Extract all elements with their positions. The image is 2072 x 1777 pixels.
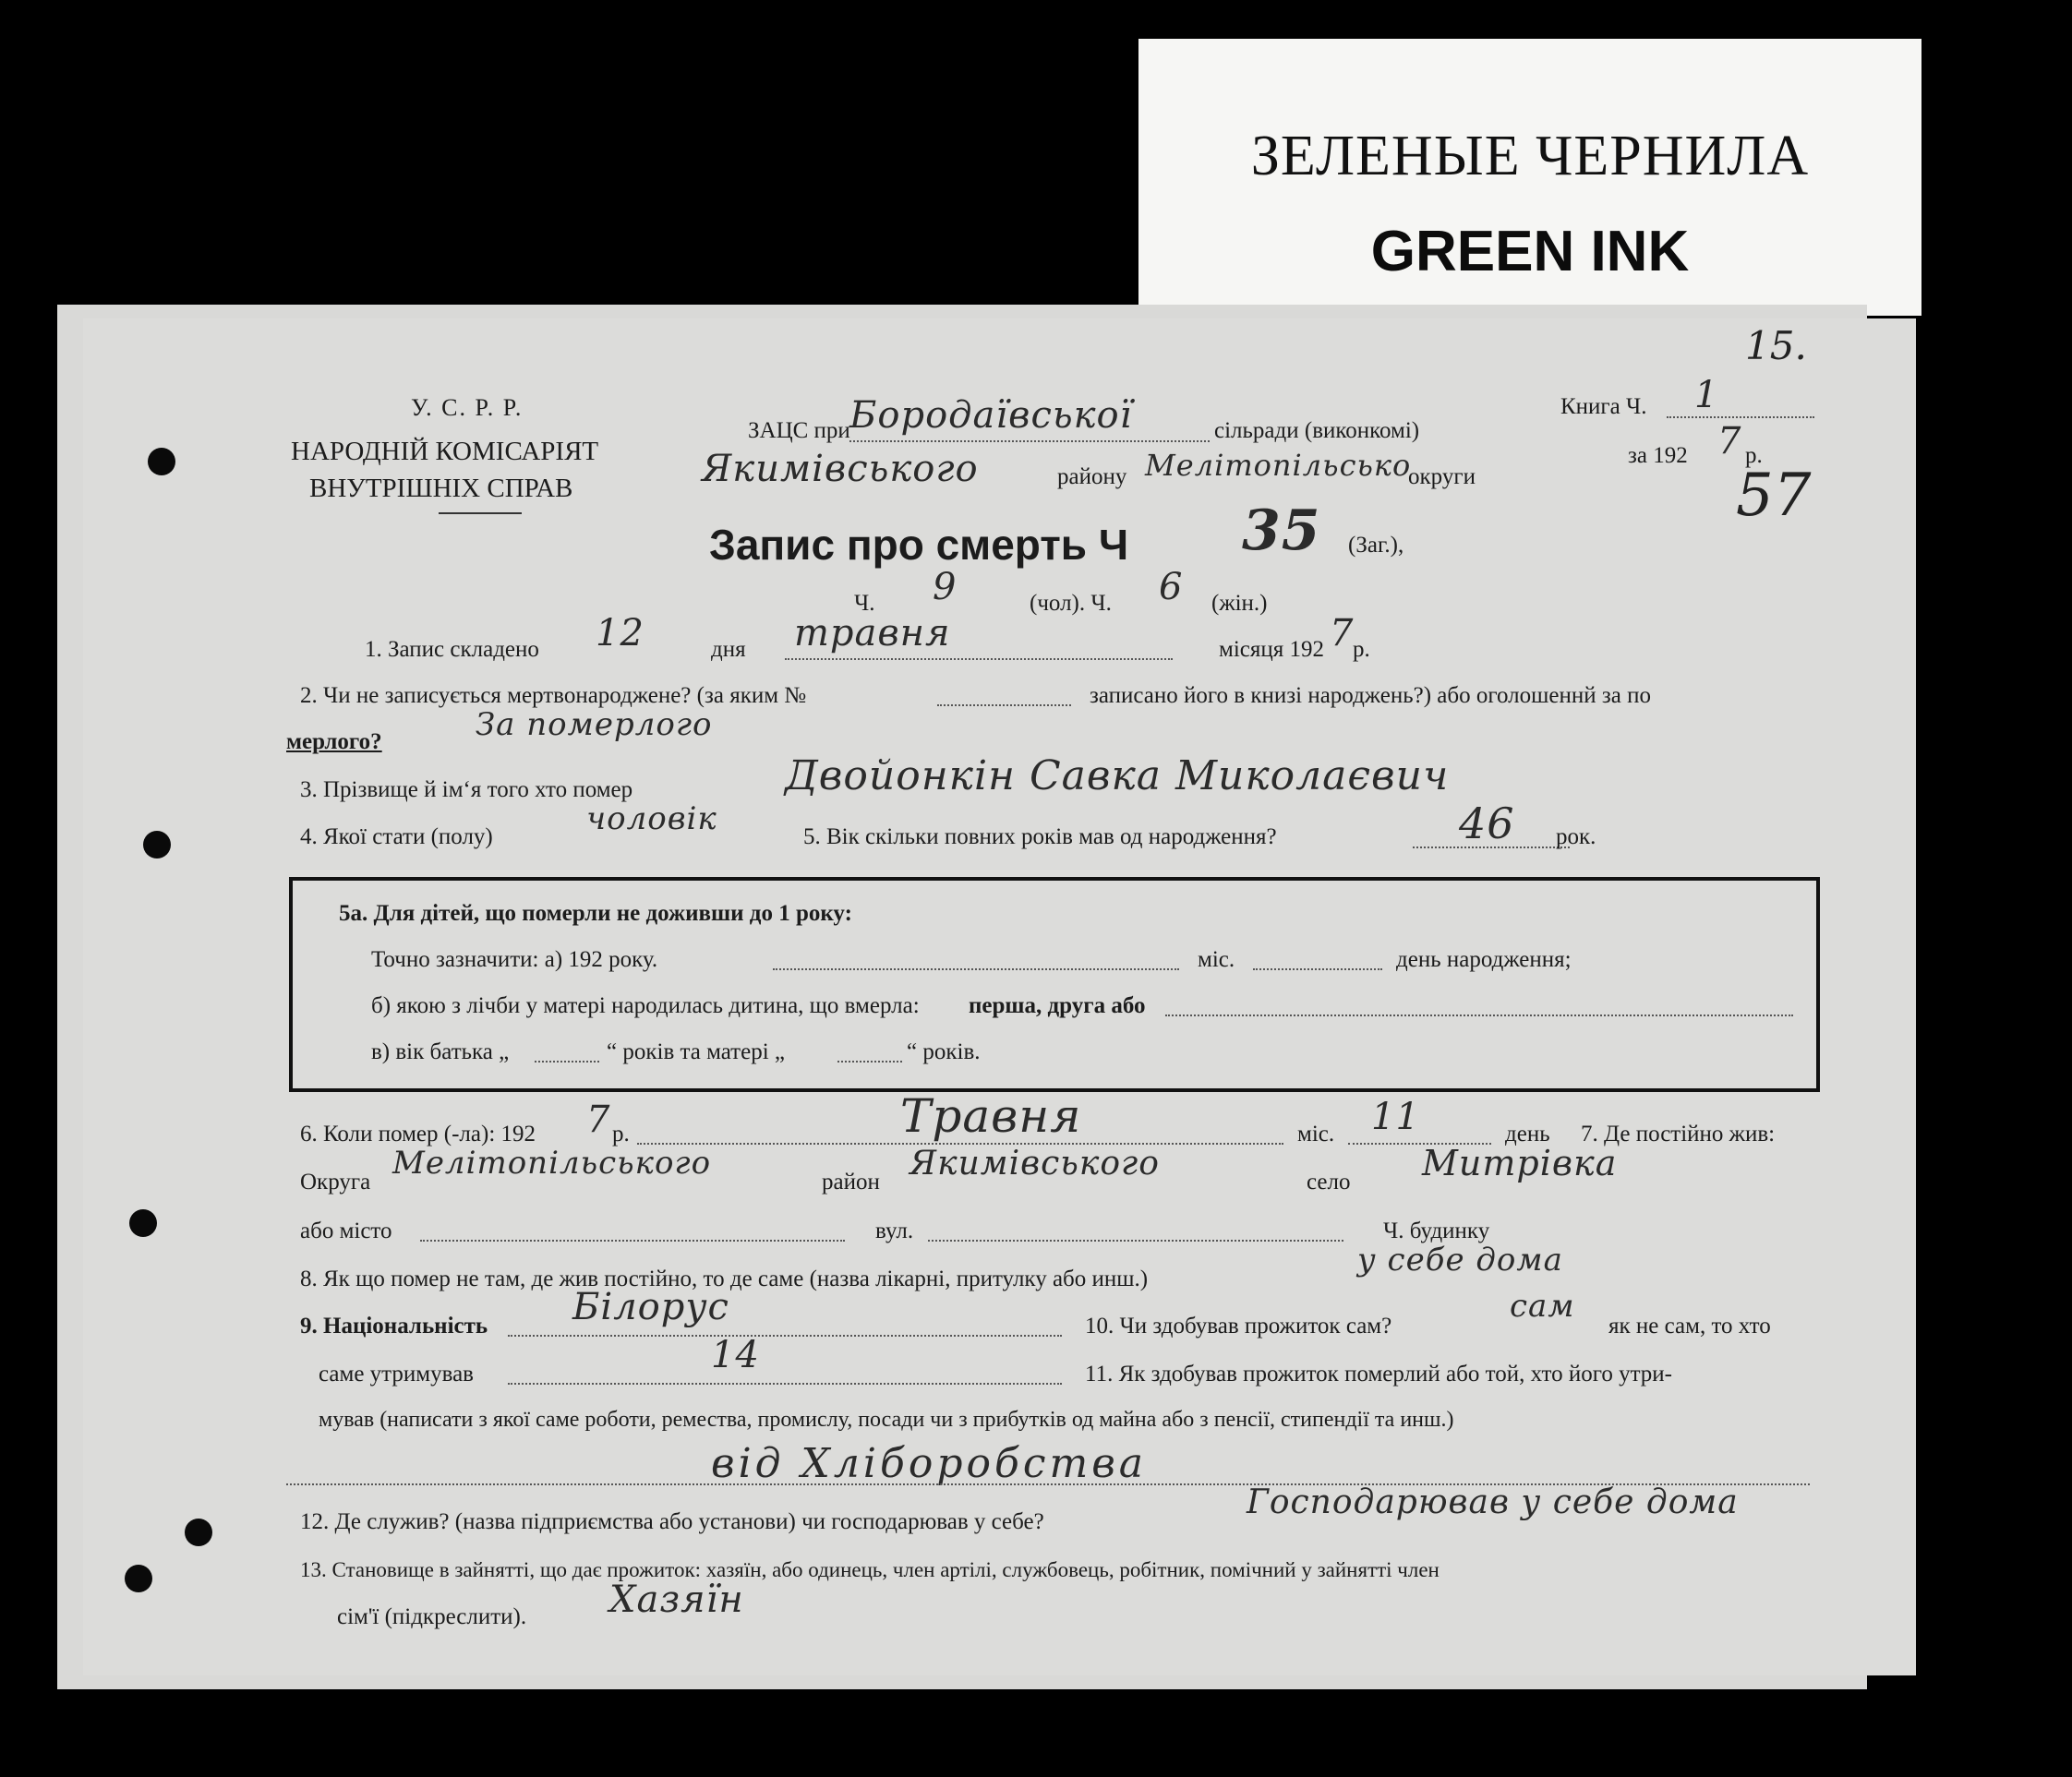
year-label: за 192 <box>1628 443 1688 468</box>
field12-label: 12. Де служив? (назва підприємства або установи) чи господарював у себе? <box>300 1509 1044 1534</box>
dotted-line <box>420 1240 845 1242</box>
book-label: Книга Ч. <box>1560 394 1647 419</box>
zags-okrug: Мелітопільсько <box>1145 448 1412 483</box>
section-5a-box <box>289 877 1820 1092</box>
field3-name: Двойонкін Савка Миколаєвич <box>785 752 1450 799</box>
male-count: 9 <box>933 566 958 608</box>
okruga-value: Мелітопільського <box>392 1145 712 1182</box>
record-number: 35 <box>1242 498 1321 563</box>
country-header: У. С. Р. Р. <box>411 394 524 421</box>
field1-year-suffix: р. <box>1353 637 1370 662</box>
field10-tail: як не сам, то хто <box>1608 1314 1771 1339</box>
ch-label: Ч. <box>854 591 875 616</box>
ministry-line1: НАРОДНІЙ КОМІСАРІЯТ <box>291 437 599 466</box>
book-number: 1 <box>1694 374 1719 416</box>
budynok-label: Ч. будинку <box>1383 1219 1490 1243</box>
field1-label: 1. Запис складено <box>365 637 539 662</box>
label-russian: ЗЕЛЕНЫЕ ЧЕРНИЛА <box>1250 125 1810 187</box>
dotted-line <box>508 1335 1062 1337</box>
field4-label: 4. Якої стати (полу) <box>300 824 493 849</box>
field2-answer: За померлого <box>476 706 713 743</box>
field2-line1b: записано його в книзі народжень?) або оголошеннй за по <box>1090 683 1651 708</box>
dotted-line <box>928 1240 1343 1242</box>
dotted-line <box>937 704 1071 706</box>
punch-hole <box>148 448 175 475</box>
field1-month: травня <box>794 612 951 654</box>
field6-month: Травня <box>900 1089 1082 1143</box>
box5a-line-c: в) вік батька „ <box>371 1039 510 1064</box>
field10-line2: саме утримував <box>319 1362 474 1387</box>
field7-label: 7. Де постійно жив: <box>1581 1122 1776 1147</box>
female-count: 6 <box>1159 566 1184 608</box>
field5-suffix: рок. <box>1556 824 1596 849</box>
raion-value: Якимівського <box>910 1145 1160 1183</box>
field2-line1: 2. Чи не записується мертвонароджене? (за яким № <box>300 683 807 708</box>
field11-line2: мував (написати з якої саме роботи, ремества, промислу, посади чи з прибутків од майна або з пенсії, стипендії та инш.) <box>319 1408 1454 1432</box>
zags-village-suffix: сільради (виконкомі) <box>1214 418 1420 443</box>
vul-label: вул. <box>875 1219 914 1243</box>
field2-line2: мерлого? <box>286 729 382 754</box>
field6-year: 7 <box>586 1099 611 1141</box>
box5a-line-c3: “ років. <box>907 1039 981 1064</box>
zags-prefix: ЗАЦС при <box>748 418 850 443</box>
year-suffix: р. <box>1745 443 1763 468</box>
field10-line2-value: 14 <box>711 1334 760 1376</box>
box5a-line-a-end: день народження; <box>1396 947 1572 972</box>
dotted-line <box>837 1061 902 1063</box>
dotted-line <box>535 1061 599 1063</box>
field6-mis: міс. <box>1297 1122 1335 1147</box>
field10-value: сам <box>1510 1288 1575 1325</box>
box5a-line-a-mis: міс. <box>1198 947 1235 972</box>
field13-line2: сім'ї (підкреслити). <box>337 1604 527 1629</box>
field9-label: 9. Національність <box>300 1314 488 1339</box>
field6-label: 6. Коли помер (-ла): 192 <box>300 1122 536 1147</box>
field13-label: 13. Становище в зайнятті, що дає прожиток: хазяїн, або одинець, член артілі, службовець, робітник, помічний у зайнятті член <box>300 1558 1440 1581</box>
field1-month-label: місяця 192 <box>1219 637 1324 662</box>
okruga-label: Округа <box>300 1170 371 1195</box>
field8-label: 8. Як що помер не там, де жив постійно, то де саме (назва лікарні, притулку або инш.) <box>300 1267 1149 1291</box>
misto-label: або місто <box>300 1219 392 1243</box>
box5a-line-b-bold: перша, друга або <box>969 993 1146 1018</box>
dotted-line <box>1253 968 1382 970</box>
header-rule <box>439 512 522 514</box>
punch-hole <box>185 1519 212 1546</box>
zags-village: Бородаївської <box>849 394 1133 437</box>
punch-hole <box>129 1209 157 1237</box>
zags-district: Якимівського <box>702 448 979 490</box>
year-digit: 7 <box>1717 420 1742 462</box>
punch-hole <box>125 1565 152 1592</box>
field1-day-label: дня <box>711 637 746 662</box>
dotted-line <box>773 968 1179 970</box>
selo-value: Митрівка <box>1422 1143 1618 1183</box>
box5a-line-a: Точно зазначити: а) 192 року. <box>371 947 658 972</box>
label-english: GREEN INK <box>1370 220 1690 283</box>
box5a-title: 5а. Для дітей, що померли не доживши до 1 року: <box>339 901 852 926</box>
selo-label: село <box>1307 1170 1351 1195</box>
field6-day: 11 <box>1371 1096 1420 1138</box>
field10-label: 10. Чи здобував прожиток сам? <box>1085 1314 1392 1339</box>
box5a-line-c2: “ років та матері „ <box>607 1039 785 1064</box>
field12-value: Господарював у себе дома <box>1247 1483 1739 1521</box>
dotted-line <box>849 440 1210 442</box>
field3-label: 3. Прізвище й ім‘я того хто помер <box>300 777 633 802</box>
field4-sex: чоловік <box>586 800 717 837</box>
death-record-form <box>83 318 1916 1675</box>
field6-day-label: день <box>1505 1122 1550 1147</box>
field11-value: від Хліборобства <box>711 1440 1148 1487</box>
dotted-line <box>508 1383 1062 1385</box>
dotted-line <box>1413 846 1570 848</box>
green-ink-label <box>1138 39 1921 316</box>
field1-year: 7 <box>1330 612 1355 654</box>
field11-label: 11. Як здобував прожиток померлий або той, хто його утри- <box>1085 1362 1673 1387</box>
raion-label: район <box>822 1170 880 1195</box>
ministry-line2: ВНУТРІШНІХ СПРАВ <box>309 474 573 503</box>
dotted-line <box>1667 416 1814 418</box>
dotted-line <box>1165 1015 1793 1016</box>
field8-value: у себе дома <box>1357 1242 1563 1279</box>
dotted-line <box>785 658 1173 660</box>
male-label: (чол). Ч. <box>1030 591 1112 616</box>
box5a-line-b: б) якою з лічби у матері народилась дитина, що вмерла: <box>371 993 920 1018</box>
archive-number: 57 <box>1736 462 1812 530</box>
okrug-label: округи <box>1408 464 1476 489</box>
record-title: Запис про смерть Ч <box>709 521 1129 569</box>
field9-value: Білорус <box>572 1286 729 1328</box>
field13-value: Хазяїн <box>609 1579 744 1621</box>
field6-year-suffix: р. <box>612 1122 630 1147</box>
punch-hole <box>143 831 171 858</box>
field5-age: 46 <box>1459 798 1515 848</box>
general-label: (Заг.), <box>1348 533 1404 558</box>
district-label: району <box>1057 464 1127 489</box>
female-label: (жін.) <box>1211 591 1268 616</box>
page-number: 15. <box>1745 323 1807 368</box>
field5-label: 5. Вік скільки повних років мав од народження? <box>803 824 1277 849</box>
field1-day: 12 <box>596 612 644 654</box>
